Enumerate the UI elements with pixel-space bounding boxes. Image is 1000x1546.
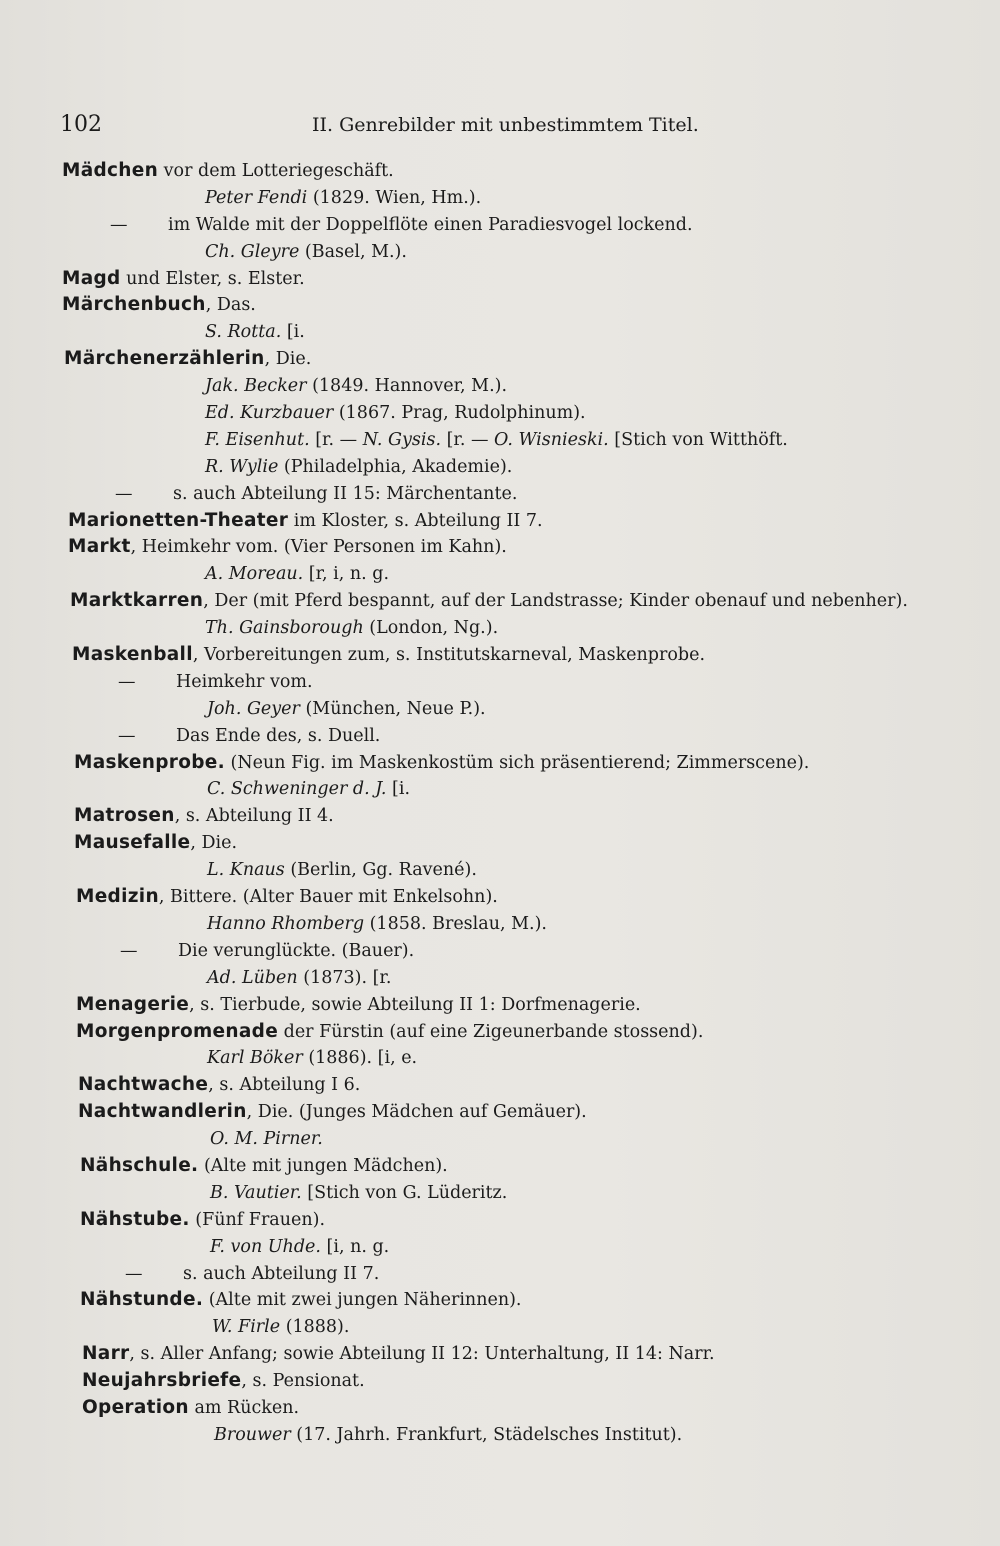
entry-text: (Alte mit jungen Mädchen). bbox=[198, 1155, 448, 1176]
entry-text: (1849. Hannover, M.). bbox=[306, 376, 508, 397]
artist-name: W. Firle bbox=[212, 1317, 281, 1338]
entry-keyword: Markt bbox=[68, 536, 131, 558]
entry-keyword: Maskenball bbox=[72, 644, 193, 666]
entry-line bbox=[0, 481, 1000, 508]
entry-text: (London, Ng.). bbox=[363, 618, 499, 639]
entry-line bbox=[0, 1395, 1000, 1422]
entry-line bbox=[0, 1153, 1000, 1180]
entry-keyword: Maskenprobe. bbox=[74, 751, 225, 773]
entry-text: , Die. bbox=[190, 833, 238, 854]
entry-text: Heimkehr vom. bbox=[176, 671, 313, 692]
entry-keyword: Märchenerzählerin bbox=[64, 348, 265, 370]
artist-name: B. Vautier. bbox=[210, 1182, 302, 1203]
entry-text: s. auch Abteilung II 7. bbox=[183, 1263, 380, 1284]
entry-line bbox=[0, 427, 1000, 454]
entry-text: (1888). bbox=[280, 1317, 350, 1338]
entry-text: , Der (mit Pferd bespannt, auf der Landstrasse; Kinder obenauf und nebenher). bbox=[203, 591, 908, 612]
entry-keyword: Mädchen bbox=[62, 160, 159, 181]
entry-line bbox=[0, 561, 1000, 588]
entry-line bbox=[0, 319, 1000, 346]
entry-keyword: Marktkarren bbox=[70, 590, 204, 612]
entry-text: im Kloster, s. Abteilung II 7. bbox=[288, 510, 543, 531]
entry-line bbox=[0, 373, 1000, 400]
entry-keyword: Märchenbuch bbox=[62, 294, 206, 316]
entry-text: Die verunglückte. (Bauer). bbox=[178, 940, 415, 961]
entry-text: der Fürstin (auf eine Zigeunerbande stossend). bbox=[278, 1021, 704, 1042]
artist-name: Ad. Lüben bbox=[207, 967, 298, 988]
ditto-dash: — bbox=[110, 214, 128, 235]
entry-text: , Das. bbox=[205, 295, 256, 316]
entry-text: [Stich von Witthöft. bbox=[608, 429, 788, 450]
entry-text: (Berlin, Gg. Ravené). bbox=[284, 860, 477, 881]
artist-name: Peter Fendi bbox=[205, 187, 308, 208]
entry-text: am Rücken. bbox=[188, 1397, 300, 1418]
ditto-dash: — bbox=[118, 725, 136, 746]
entry-line bbox=[0, 1234, 1000, 1261]
entry-line bbox=[0, 830, 1000, 857]
entry-keyword: Magd bbox=[62, 267, 121, 289]
entry-line bbox=[0, 1261, 1000, 1288]
ditto-dash: — bbox=[118, 671, 136, 692]
artist-name: Hanno Rhomberg bbox=[207, 913, 365, 934]
entry-text: (Fünf Frauen). bbox=[189, 1209, 326, 1230]
ditto-dash: — bbox=[125, 1263, 143, 1284]
entry-line bbox=[0, 938, 1000, 965]
entry-keyword: Menagerie bbox=[76, 993, 190, 1015]
page-header bbox=[60, 112, 760, 146]
entry-text: , s. Aller Anfang; sowie Abteilung II 12: Unterhaltung, II 14: Narr. bbox=[129, 1344, 715, 1365]
entry-line bbox=[0, 534, 1000, 561]
entry-text: und Elster, s. Elster. bbox=[120, 268, 305, 289]
entry-text: s. auch Abteilung II 15: Märchentante. bbox=[173, 483, 518, 504]
artist-name: Th. Gainsborough bbox=[205, 618, 364, 639]
entry-text: (1829. Wien, Hm.). bbox=[307, 187, 482, 208]
entry-text: (1873). [r. bbox=[297, 967, 392, 988]
entry-keyword: Medizin bbox=[76, 886, 159, 908]
entry-text: (Alte mit zwei jungen Näherinnen). bbox=[203, 1290, 522, 1311]
entry-line bbox=[0, 1314, 1000, 1341]
artist-name: A. Moreau. bbox=[205, 564, 304, 585]
entry-text: [i, n. g. bbox=[320, 1236, 390, 1257]
entry-line bbox=[0, 266, 1000, 293]
entry-line bbox=[0, 239, 1000, 266]
entry-line bbox=[0, 965, 1000, 992]
entry-line bbox=[0, 615, 1000, 642]
entry-line bbox=[0, 1019, 1000, 1046]
entry-line bbox=[0, 508, 1000, 535]
entry-line bbox=[0, 776, 1000, 803]
entry-text: (17. Jahrh. Frankfurt, Städelsches Institut). bbox=[290, 1424, 683, 1445]
artist-name: F. von Uhde. bbox=[210, 1236, 321, 1257]
entry-line bbox=[0, 884, 1000, 911]
entry-line bbox=[0, 185, 1000, 212]
entry-text: , Vorbereitungen zum, s. Institutskarneval, Maskenprobe. bbox=[192, 645, 706, 666]
entry-line bbox=[0, 588, 1000, 615]
entry-line bbox=[0, 292, 1000, 319]
entry-text: , Die. (Junges Mädchen auf Gemäuer). bbox=[246, 1102, 587, 1123]
entry-line bbox=[0, 400, 1000, 427]
entry-line bbox=[0, 1207, 1000, 1234]
artist-name: O. Wisnieski. bbox=[494, 429, 609, 450]
artist-name: F. Eisenhut. bbox=[205, 429, 310, 450]
entry-text: [r, i, n. g. bbox=[303, 564, 390, 585]
artist-name: Karl Böker bbox=[207, 1048, 303, 1069]
entry-keyword: Nähstube. bbox=[80, 1208, 190, 1230]
catalog-entries bbox=[0, 158, 1000, 1449]
entry-line bbox=[0, 723, 1000, 750]
entry-text: Das Ende des, s. Duell. bbox=[176, 725, 381, 746]
artist-name: Joh. Geyer bbox=[207, 698, 300, 719]
entry-text: , Heimkehr vom. (Vier Personen im Kahn). bbox=[130, 537, 507, 558]
entry-line bbox=[0, 1045, 1000, 1072]
artist-name: Ch. Gleyre bbox=[205, 241, 300, 262]
entry-line bbox=[0, 669, 1000, 696]
entry-line bbox=[0, 696, 1000, 723]
artist-name: C. Schweninger d. J. bbox=[207, 779, 387, 800]
entry-text: (München, Neue P.). bbox=[299, 698, 486, 719]
entry-keyword: Neujahrsbriefe bbox=[82, 1370, 242, 1392]
artist-name: L. Knaus bbox=[207, 860, 285, 881]
entry-line bbox=[0, 1180, 1000, 1207]
entry-line bbox=[0, 1368, 1000, 1395]
entry-text: , Die. bbox=[264, 349, 312, 370]
artist-name: N. Gysis. bbox=[362, 429, 442, 450]
ditto-dash: — bbox=[120, 940, 138, 961]
entry-keyword: Nachtwache bbox=[78, 1074, 209, 1096]
entry-keyword: Morgenpromenade bbox=[76, 1020, 279, 1042]
artist-name: O. M. Pirner. bbox=[210, 1129, 323, 1150]
entry-line bbox=[0, 911, 1000, 938]
entry-text: , s. Tierbude, sowie Abteilung II 1: Dorfmenagerie. bbox=[189, 994, 641, 1015]
entry-keyword: Nähschule. bbox=[80, 1154, 199, 1176]
entry-line bbox=[0, 992, 1000, 1019]
entry-line bbox=[0, 1422, 1000, 1449]
entry-line bbox=[0, 346, 1000, 373]
entry-text: (Basel, M.). bbox=[299, 241, 407, 262]
entry-line bbox=[0, 454, 1000, 481]
artist-name: Ed. Kurzbauer bbox=[205, 403, 334, 424]
entry-text: vor dem Lotteriegeschäft. bbox=[158, 161, 394, 181]
entry-text: (Philadelphia, Akademie). bbox=[278, 456, 513, 477]
running-title: II. Genrebilder mit unbestimmtem Titel. bbox=[312, 114, 699, 136]
artist-name: S. Rotta. bbox=[205, 322, 282, 343]
entry-text: [r. — bbox=[441, 429, 495, 450]
entry-text: , s. Pensionat. bbox=[241, 1371, 365, 1392]
entry-text: , s. Abteilung I 6. bbox=[208, 1075, 361, 1096]
artist-name: Brouwer bbox=[214, 1424, 291, 1445]
entry-keyword: Marionetten-Theater bbox=[68, 509, 289, 531]
entry-text: (1867. Prag, Rudolphinum). bbox=[333, 403, 586, 424]
entry-line bbox=[0, 1287, 1000, 1314]
entry-line bbox=[0, 1072, 1000, 1099]
entry-line bbox=[0, 857, 1000, 884]
entry-line bbox=[0, 642, 1000, 669]
entry-keyword: Mausefalle bbox=[74, 832, 191, 854]
entry-keyword: Nähstunde. bbox=[80, 1289, 204, 1311]
entry-text: im Walde mit der Doppelflöte einen Paradiesvogel lockend. bbox=[168, 214, 693, 235]
entry-line bbox=[0, 158, 1000, 185]
entry-line bbox=[0, 1099, 1000, 1126]
entry-text: [i. bbox=[281, 322, 305, 343]
entry-line bbox=[0, 1341, 1000, 1368]
entry-text: (1886). [i, e. bbox=[302, 1048, 418, 1069]
entry-text: , s. Abteilung II 4. bbox=[174, 806, 334, 827]
entry-line bbox=[0, 1126, 1000, 1153]
entry-text: , Bittere. (Alter Bauer mit Enkelsohn). bbox=[158, 887, 498, 908]
artist-name: R. Wylie bbox=[205, 456, 279, 477]
entry-keyword: Operation bbox=[82, 1396, 189, 1418]
entry-text: [Stich von G. Lüderitz. bbox=[301, 1182, 508, 1203]
ditto-dash: — bbox=[115, 483, 133, 504]
entry-keyword: Matrosen bbox=[74, 805, 175, 827]
entry-text: (Neun Fig. im Maskenkostüm sich präsentierend; Zimmerscene). bbox=[224, 752, 810, 773]
page-number: 102 bbox=[60, 112, 102, 137]
entry-text: [i. bbox=[386, 779, 411, 800]
entry-line bbox=[0, 212, 1000, 239]
entry-keyword: Nachtwandlerin bbox=[78, 1101, 247, 1123]
entry-text: (1858. Breslau, M.). bbox=[364, 913, 547, 934]
entry-text: [r. — bbox=[309, 429, 363, 450]
entry-line bbox=[0, 803, 1000, 830]
entry-keyword: Narr bbox=[82, 1343, 130, 1365]
entry-line bbox=[0, 750, 1000, 777]
artist-name: Jak. Becker bbox=[205, 376, 307, 397]
